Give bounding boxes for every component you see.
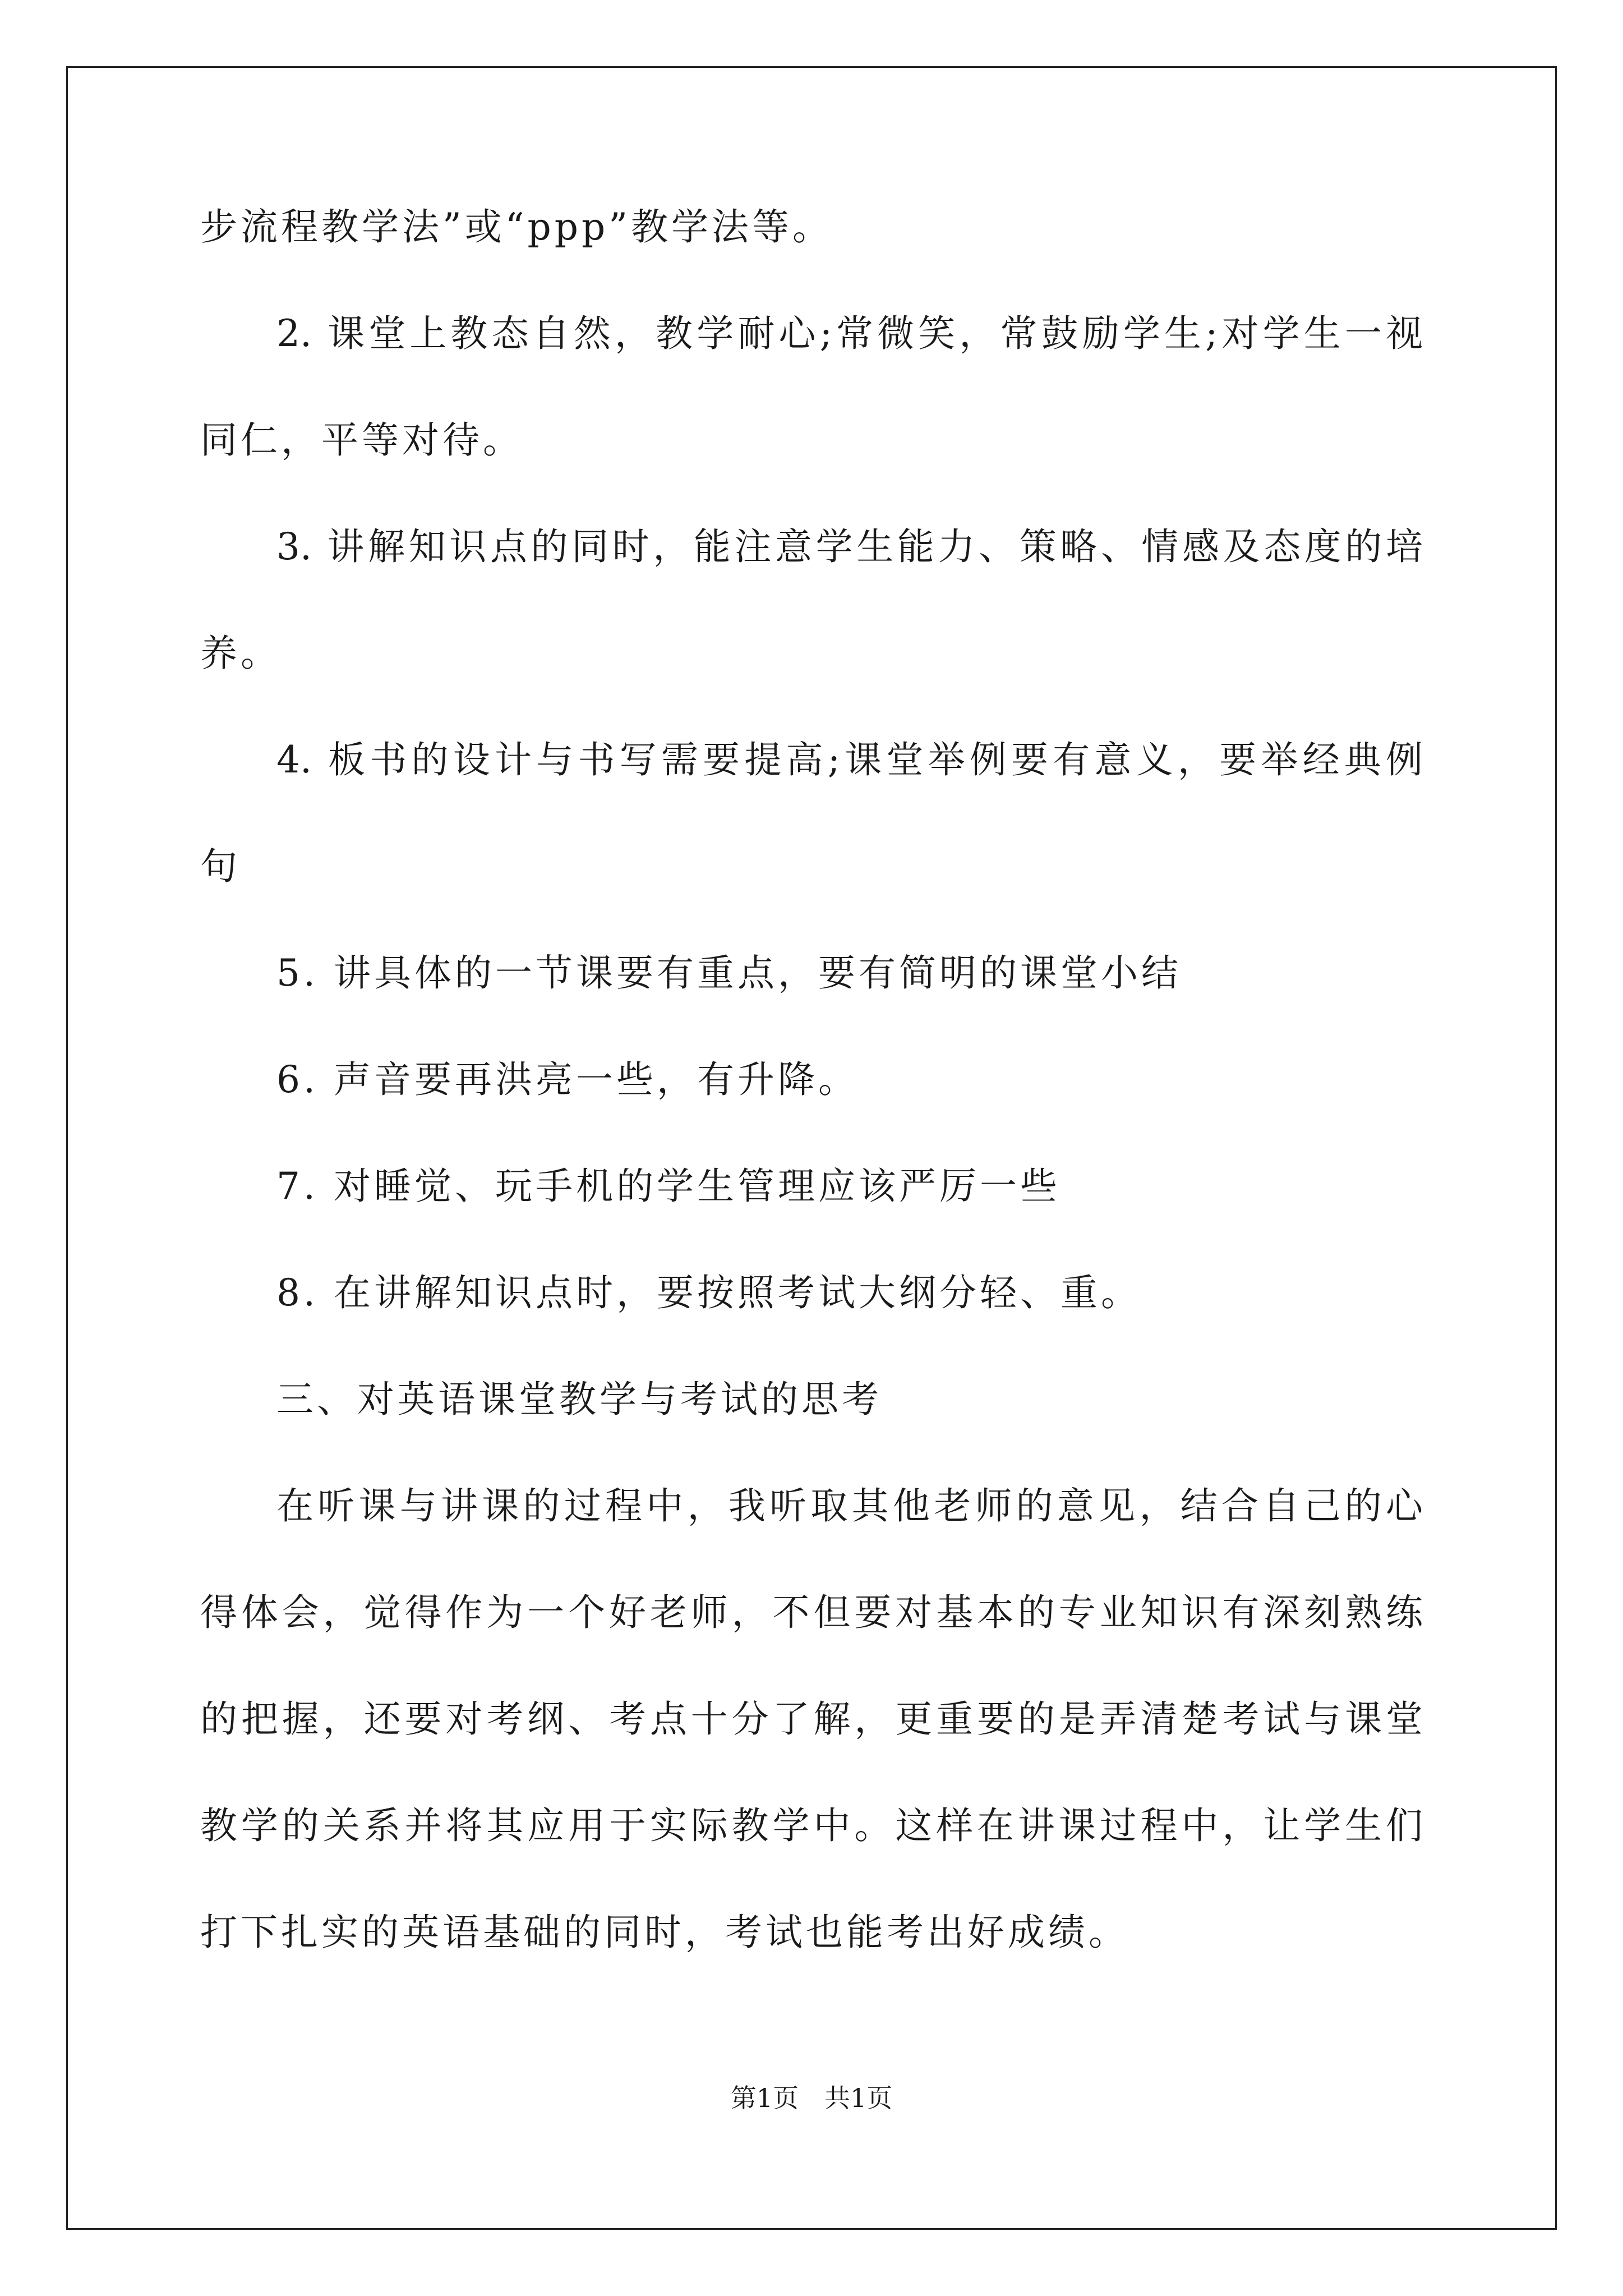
- list-item-3-line-2: 养。: [200, 632, 281, 675]
- paragraph-line-2: 得体会，觉得作为一个好老师，不但要对基本的专业知识有深刻熟练: [200, 1591, 1423, 1634]
- list-item-2-line-2: 同仁，平等对待。: [200, 418, 523, 462]
- page-number-footer: 第1页 共1页: [730, 2083, 893, 2113]
- list-item-3-line-1: 3. 讲解知识点的同时，能注意学生能力、策略、情感及态度的培: [276, 525, 1423, 568]
- paragraph-line-3: 的把握，还要对考纲、考点十分了解，更重要的是弄清楚考试与课堂: [200, 1697, 1423, 1741]
- paragraph-line-4: 教学的关系并将其应用于实际教学中。这样在讲课过程中，让学生们: [200, 1804, 1423, 1847]
- list-item-5: 5. 讲具体的一节课要有重点，要有简明的课堂小结: [276, 951, 1182, 995]
- list-item-8: 8. 在讲解知识点时，要按照考试大纲分轻、重。: [276, 1271, 1141, 1314]
- list-item-6: 6. 声音要再洪亮一些，有升降。: [276, 1058, 859, 1101]
- list-item-4-line-1: 4. 板书的设计与书写需要提高;课堂举例要有意义，要举经典例: [276, 738, 1423, 781]
- text-line: 步流程教学法”或“ppp”教学法等。: [200, 205, 833, 249]
- page-border: [66, 66, 1557, 2230]
- list-item-4-line-2: 句: [200, 845, 241, 888]
- list-item-7: 7. 对睡觉、玩手机的学生管理应该严厉一些: [276, 1165, 1061, 1208]
- section-heading: 三、对英语课堂教学与考试的思考: [276, 1378, 882, 1421]
- paragraph-line-1: 在听课与讲课的过程中，我听取其他老师的意见，结合自己的心: [276, 1484, 1423, 1527]
- paragraph-line-5: 打下扎实的英语基础的同时，考试也能考出好成绩。: [200, 1911, 1129, 1954]
- list-item-2-line-1: 2. 课堂上教态自然，教学耐心;常微笑，常鼓励学生;对学生一视: [276, 312, 1423, 355]
